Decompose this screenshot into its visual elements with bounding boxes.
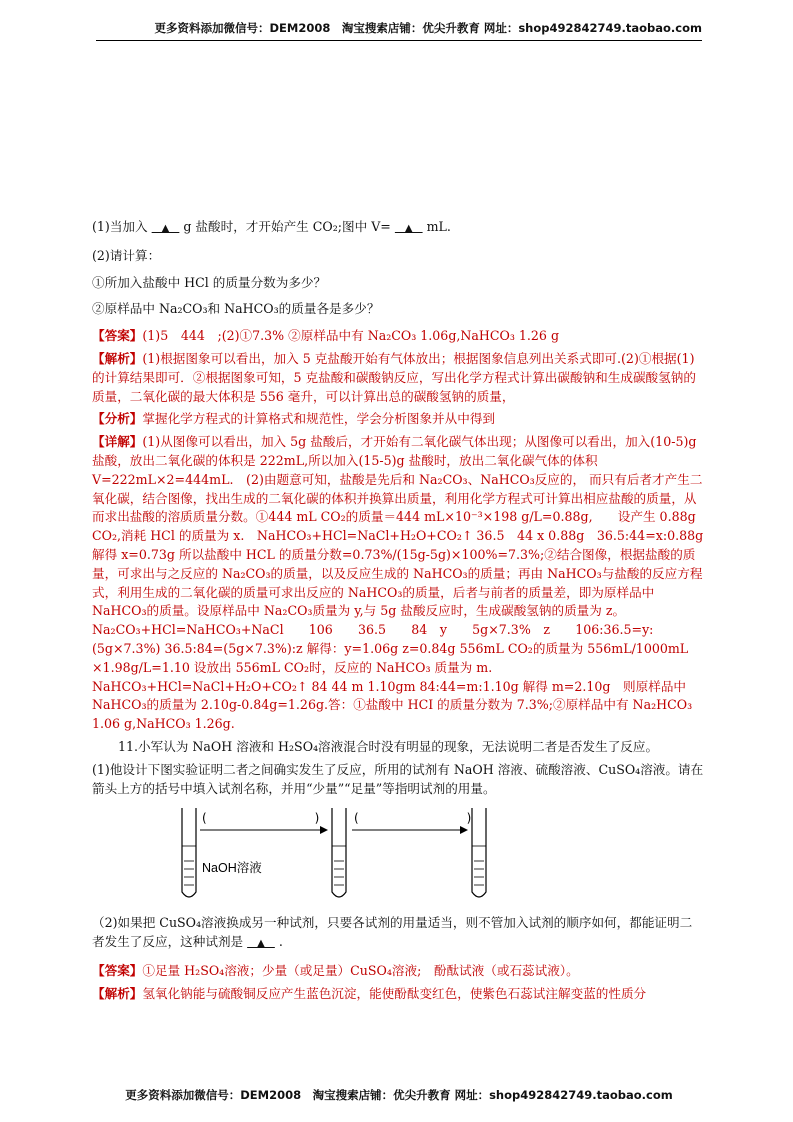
arrow-2 [352, 826, 468, 834]
answer-blank: ▲ [151, 223, 180, 234]
test-tube-3 [472, 808, 486, 897]
q10-xiangjie: 【详解】(1)从图像可以看出，加入 5g 盐酸后，才开始有二氧化碳气体出现；从图像可以看出，加入(10-5)g 盐酸，放出二氧化碳的体积是 222mL,所以加入(15-5)g 盐酸时，放出二氧化碳气体的体积V=222mL×2=444mL. (2)由题意可知，盐酸是先后和 Na₂CO₃、NaHCO₃反应的， 而只有后者才产生二氧化碳，结合图像，找出生成的二氧化碳的体积并换算出质量，利用化学方程式可计算出相应盐酸的质量，从而求出盐酸的溶质质量分数。①444 mL CO₂的质量＝444 mL×10⁻³×198 g/L=0.88g, 设产生 0.88g CO₂,消耗 HCl 的质量为 x. NaHCO₃+HCl=NaCl+H₂O+CO₂↑ 36.5 44 x 0.88g 36.5:44=x:0.88g 解得 x=0.73g 所以盐酸中 HCL 的质量分数=0.73%/(15g-5g)×100%=7.3%;②结合图像，根据盐酸的质量，可求出与之反应的 Na₂CO₃的质量，以及反应生成的 NaHCO₃的质量；再由 NaHCO₃与盐酸的反应方程式，利用生成的二氧化碳的质量可求出反应的 NaHCO₃的质量，后者与前者的质量差，即为原样品中 NaHCO₃的质量。设原样品中 Na₂CO₃质量为 y,与 5g 盐酸反应时，生成碳酸氢钠的质量为 z。Na₂CO₃+HCl=NaHCO₃+NaCl 106 36.5 84 y 5g×7.3% z 106:36.5=y:(5g×7.3%) 36.5:84=(5g×7.3%):z 解得：y=1.06g z=0.84g 556mL CO₂的质量为 556mL/1000mL ×1.98g/L=1.10 设放出 556mL CO₂时，反应的 NaHCO₃ 质量为 m. NaHCO₃+HCl=NaCl+H₂O+CO₂↑ 84 44 m 1.10gm 84:44=m:1.10g 解得 m=2.10g 则原样品中 NaHCO₃的质量为 2.10g-0.84g=1.26g.答：①盐酸中 HCI 的质量分数为 7.3%;②原样品中有 Na₂HCO₃ 1.06 g,NaHCO₃ 1.26g. [92, 434, 704, 732]
header-divider [96, 40, 702, 41]
q10-fenxi: 【分析】掌握化学方程式的计算格式和规范性，学会分析图象并从中得到 [92, 411, 495, 427]
q10-part2: (2)请计算： [92, 247, 161, 263]
q11-jiexi: 【解析】氢氧化钠能与硫酸铜反应产生蓝色沉淀，能使酚酞变红色，使紫色石蕊试注解变蓝的性质分 [92, 985, 647, 1001]
q11-answer: 【答案】①足量 H₂SO₄溶液；少量（或足量）CuSO₄溶液; 酚酞试液（或石蕊试液）。 [92, 962, 579, 978]
q10-answer: 【答案】(1)5 444 ;(2)①7.3% ②原样品中有 Na₂CO₃ 1.06g,NaHCO₃ 1.26 g [92, 328, 560, 344]
reagent-paren-2: ( ) [354, 811, 472, 826]
q10-sub1: ①所加入盐酸中 HCl 的质量分数为多少？ [92, 274, 327, 290]
page-header: 更多资料添加微信号：DEM2008 淘宝搜索店铺：优尖升教育 网址：shop492842749.taobao.com [154, 21, 702, 35]
q11-part2: （2)如果把 CuSO₄溶液换成另一种试剂，只要各试剂的用量适当，则不管加入试剂的顺序如何，都能证明二者发生了反应，这种试剂是 ▲ . [92, 915, 693, 950]
reagent-paren-1: ( ) [202, 811, 320, 826]
q11-stem: 11.小军认为 NaOH 溶液和 H₂SO₄溶液混合时没有明显的现象，无法说明二者是否发生了反应。 [118, 738, 659, 754]
answer-blank: ▲ [394, 223, 423, 234]
test-tube-1 [182, 808, 196, 897]
document-body [92, 218, 704, 1008]
q10-sub2: ②原样品中 Na₂CO₃和 NaHCO₃的质量各是多少？ [92, 301, 380, 317]
test-tube-2 [332, 808, 346, 897]
q11-part1: (1)他设计下图实验证明二者之间确实发生了反应，所用的试剂有 NaOH 溶液、硫酸溶液、CuSO₄溶液。请在箭头上方的括号中填入试剂名称，并用“少量”“足量”等指明试剂的用量。 [92, 761, 704, 796]
answer-blank: ▲ [247, 938, 275, 950]
tube-label: NaOH溶液 [202, 861, 262, 876]
page-footer: 更多资料添加微信号：DEM2008 淘宝搜索店铺：优尖升教育 网址：shop492842749.taobao.com [125, 1088, 673, 1102]
q10-part1: (1)当加入 ▲ g 盐酸时，才开始产生 CO₂;图中 V= ▲ mL. [92, 219, 451, 234]
experiment-diagram [92, 806, 704, 904]
arrow-1 [200, 826, 328, 834]
test-tubes-figure [92, 806, 704, 904]
q10-jiexi: 【解析】(1)根据图象可以看出，加入 5 克盐酸开始有气体放出；根据图象信息列出关系式即可.(2)①根据(1)的计算结果即可．②根据图象可知，5 克盐酸和碳酸钠反应，写出化学方程式计算出碳酸钠和生成碳酸氢钠的质量，二氧化碳的最大体积是 556 毫升，可以计算出总的碳酸氢钠的质量， [92, 350, 696, 404]
